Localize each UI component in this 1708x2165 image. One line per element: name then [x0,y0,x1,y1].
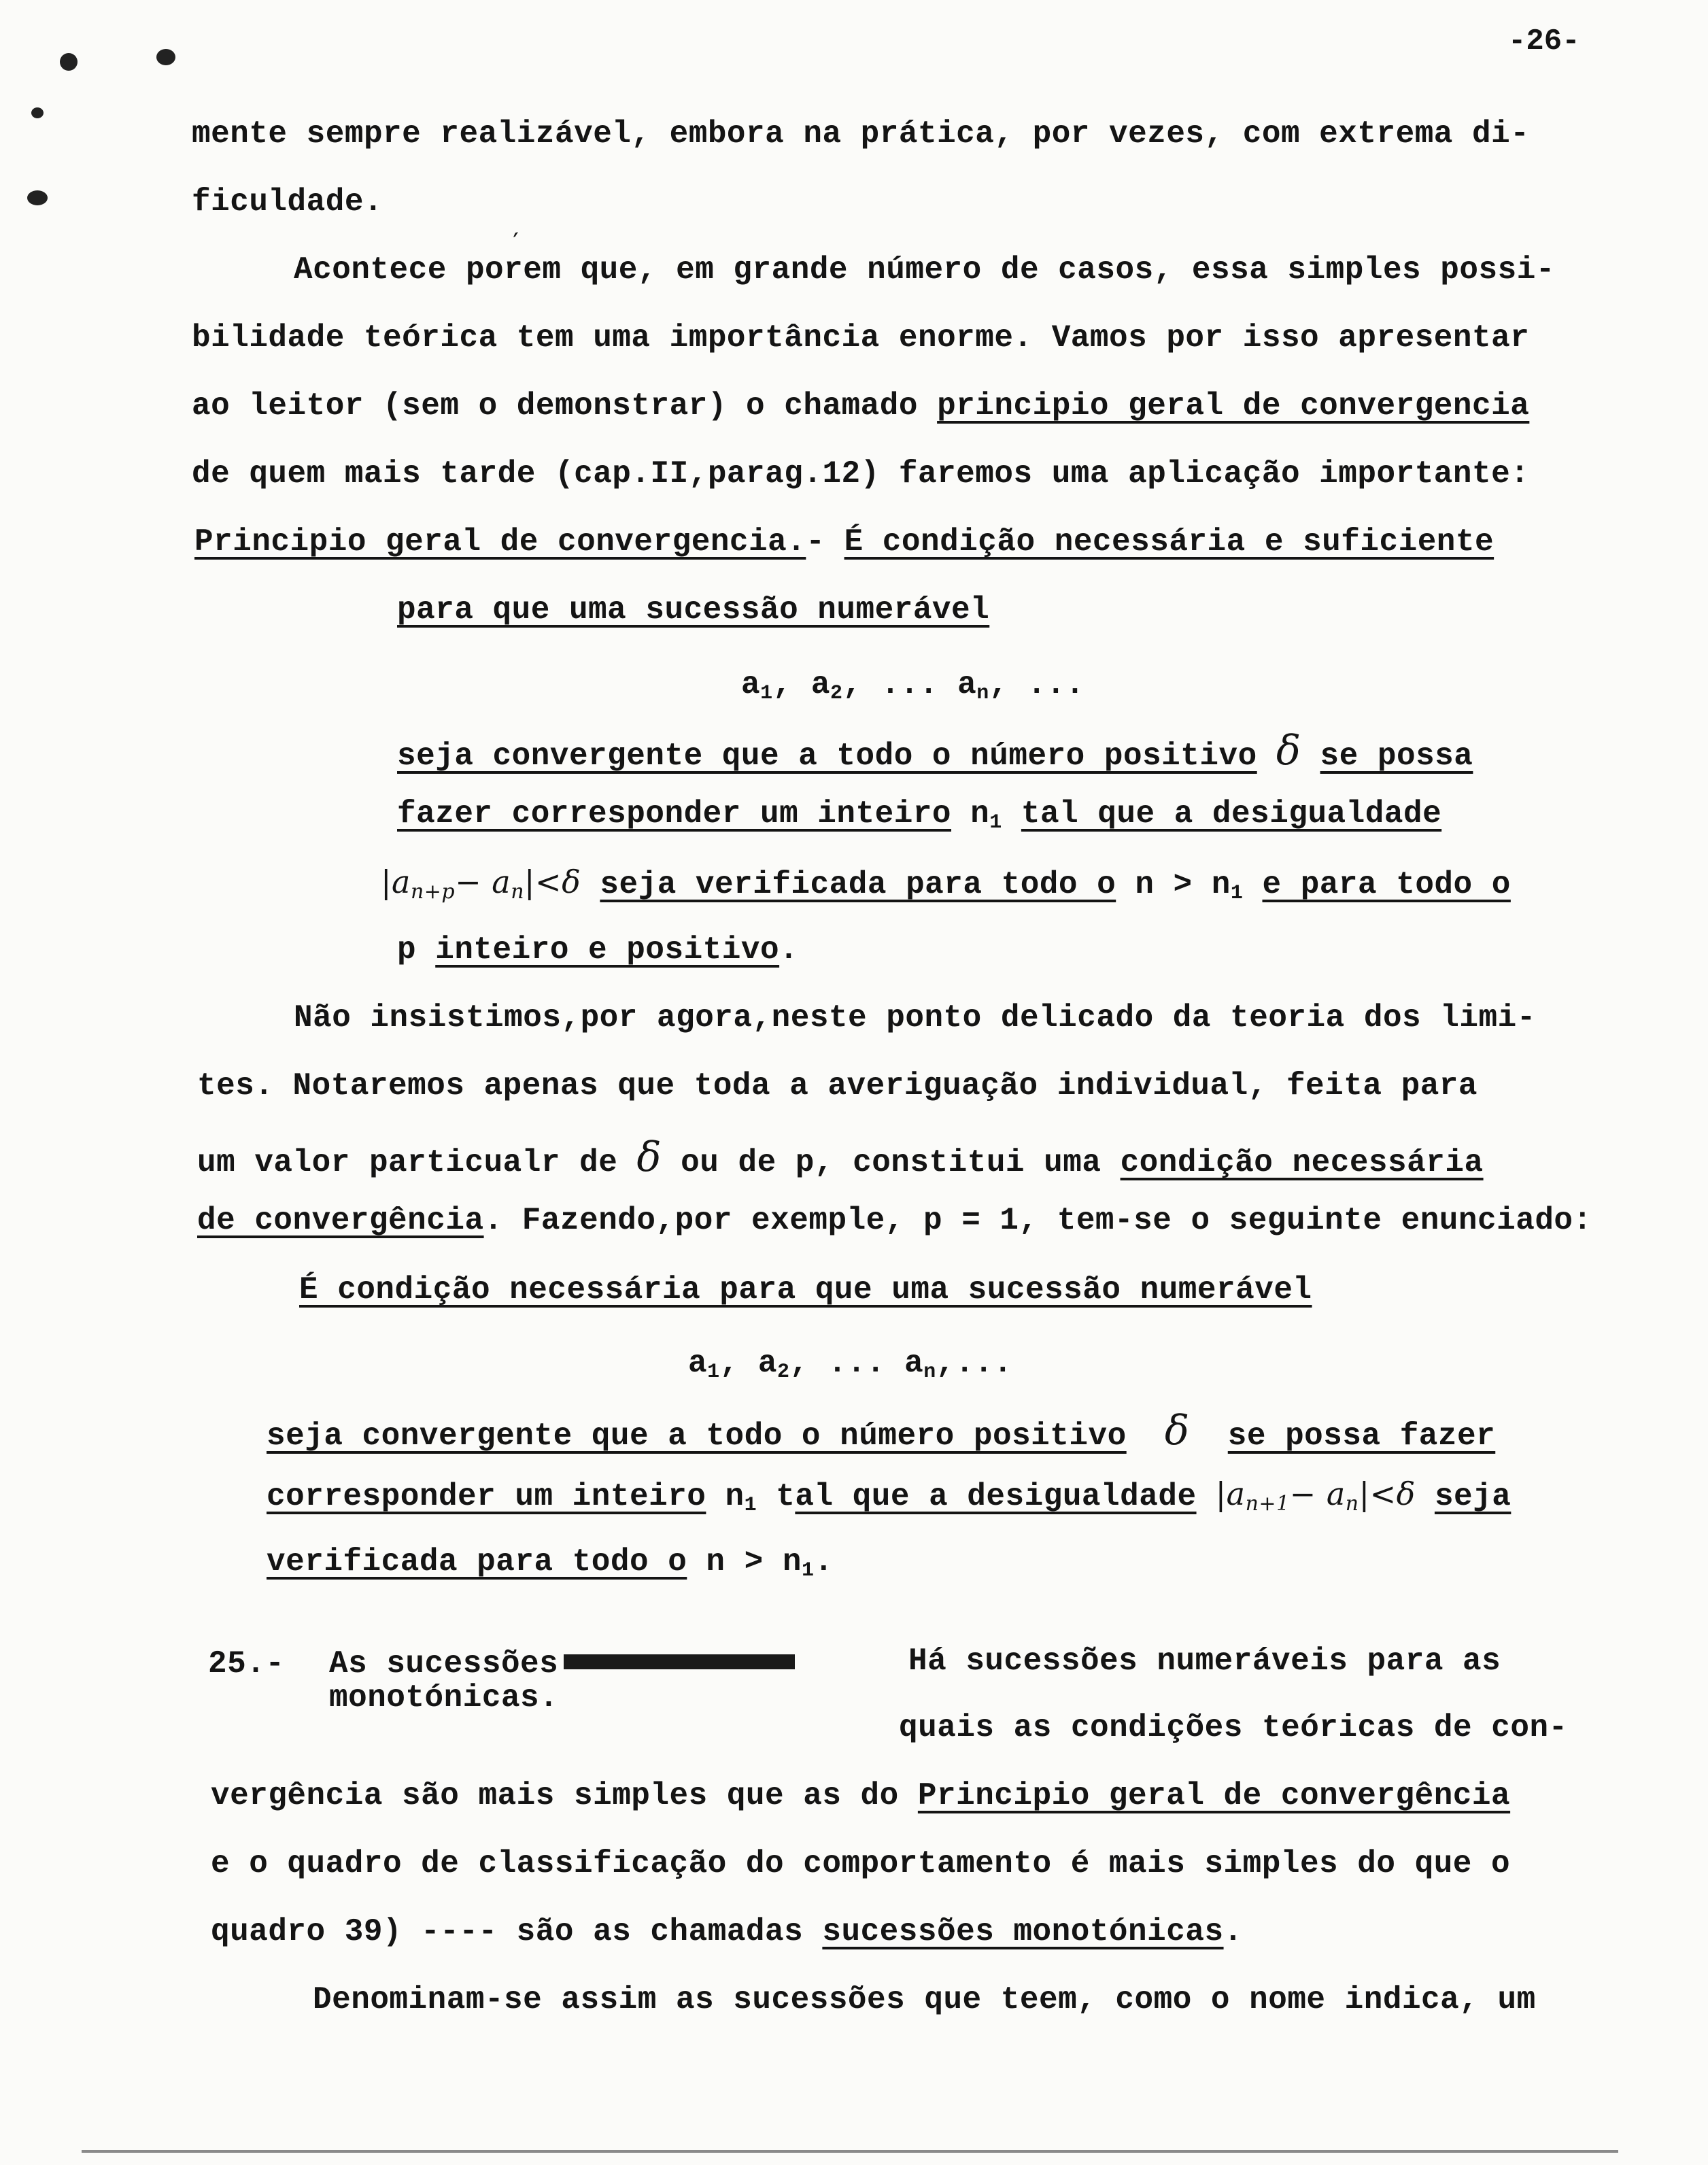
handwritten-inequality: $|a_{n+p}- a_n|<\delta$ [381,864,581,904]
corollary-line: verificada para todo o $n > n_1$. [267,1544,834,1582]
handwritten-inequality: $|a_{n+1}- a_n|<\delta$ [1215,1476,1416,1516]
struck-out-word [564,1654,795,1669]
theorem-line: $|a_{n+p}- a_n|<\delta$ seja verificada para todo o $n > n_1$ e para todo o [381,864,1511,905]
text-line: de convergência. Fazendo,por exemple, p = 1, tem-se o seguinte enunciado: [197,1203,1592,1238]
text-line: de quem mais tarde (cap.II,parag.12) faremos uma aplicação importante: [192,456,1530,492]
text-line: vergência são mais simples que as do Principio geral de convergência [211,1778,1511,1813]
text-line: Denominam-se assim as sucessões que teem, como o nome indica, um [313,1982,1536,2017]
text-line: Acontece porem que, em grande número de casos, essa simples possi- [294,252,1555,288]
theorem-line: p inteiro e positivo. [397,932,799,968]
theorem-line: para que uma sucessão numerável [397,592,990,628]
text-line: quais as condições teóricas de con- [899,1710,1568,1745]
text-line: mente sempre realizável, embora na prática, por vezes, com extrema di- [192,116,1530,152]
binder-mark [60,53,78,71]
section-number: 25.- [208,1646,285,1682]
text-line: Há sucessões numeráveis para as [908,1643,1501,1679]
accent-mark: ´ [507,228,532,262]
text-line: um valor particualr de δ ou de p, constitui uma condição necessária [197,1133,1484,1181]
page-number: -26- [1508,24,1580,58]
text-line: e o quadro de classificação do comportamento é mais simples do que o [211,1846,1511,1881]
theorem-heading: Principio geral de convergencia.- É condição necessária e suficiente [194,524,1494,560]
underlined-term: principio geral de convergencia [937,388,1530,424]
sequence-formula: $a_1$, $a_2$, ... $a_n$,... [688,1346,1013,1384]
sequence-formula: $a_1$, $a_2$, ... $a_n$, ... [741,667,1085,705]
binder-mark [27,190,48,205]
corollary-line: corresponder um inteiro $n_1$ tal que a desigualdade $|a_{n+1}- a_n|<\delta$ seja [267,1476,1511,1517]
text-line: tes. Notaremos apenas que toda a averiguação individual, feita para [197,1068,1478,1104]
text-line: ao leitor (sem o demonstrar) o chamado principio geral de convergencia [192,388,1530,424]
text-line: Não insistimos,por agora,neste ponto delicado da teoria dos limi- [294,1000,1536,1036]
text-line: bilidade teórica tem uma importância enorme. Vamos por isso apresentar [192,320,1530,356]
section-title: As sucessões [329,1648,795,1680]
theorem-line: fazer corresponder um inteiro $n_1$ tal que a desigualdade [397,796,1442,834]
binder-mark [156,49,175,65]
corollary-line: É condição necessária para que uma sucessão numerável [299,1272,1312,1308]
binder-mark [31,107,44,118]
section-title: monotónicas. [329,1680,559,1716]
text-line: ficuldade. [192,184,383,220]
page-edge-rule [82,2150,1618,2153]
corollary-line: seja convergente que a todo o número positivo δ se possa fazer [267,1407,1496,1454]
text-line: quadro 39) ---- são as chamadas sucessões monotónicas. [211,1914,1243,1949]
theorem-line: seja convergente que a todo o número positivo δ se possa [397,727,1473,774]
